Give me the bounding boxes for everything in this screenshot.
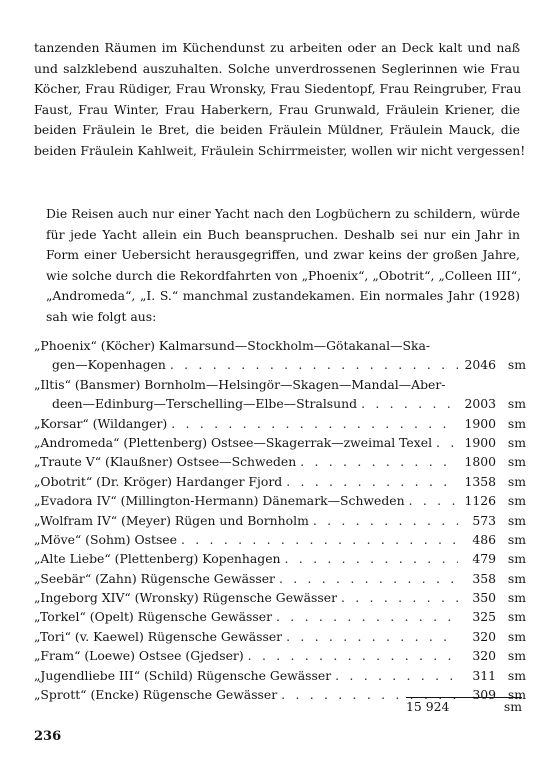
- dot-leader: [296, 452, 458, 471]
- dot-leader: [167, 414, 458, 433]
- voyage-distance: 350: [472, 590, 496, 606]
- voyage-entry: [34, 627, 526, 646]
- voyage-description: „Traute V“ (Klaußner) Ostsee—Schweden: [34, 454, 297, 470]
- voyage-unit: sm: [507, 473, 526, 489]
- voyage-distance: 311: [472, 667, 496, 683]
- voyage-description: „Iltis“ (Bansmer) Bornholm—Helsingör—Skagen—Mandal—Aber-: [34, 376, 446, 392]
- paragraph-2-line: Form einer Uebersicht herausgegriffen, und zwar keins der großen Jahre,: [46, 247, 520, 263]
- dot-leader: [244, 646, 458, 665]
- voyage-row: [34, 452, 526, 471]
- voyage-entry: [34, 433, 526, 452]
- voyage-distance: 573: [472, 512, 496, 528]
- paragraph-2-line: Die Reisen auch nur einer Yacht nach den Logbüchern zu schildern, würde: [46, 206, 520, 221]
- paragraph-2-line: wie solche durch die Rekordfahrten von „Phoenix“, „Obotrit“, „Colleen III“,: [46, 267, 522, 283]
- voyage-unit: sm: [507, 434, 526, 450]
- voyage-unit: sm: [507, 415, 526, 431]
- total-rule: [406, 697, 522, 698]
- dot-leader: [405, 491, 458, 510]
- voyage-list: [34, 336, 526, 704]
- voyage-description: „Jugendliebe III“ (Schild) Rügensche Gewässer: [34, 667, 332, 683]
- voyage-entry: [34, 472, 526, 491]
- voyage-row: [34, 336, 526, 355]
- voyage-unit: sm: [507, 590, 526, 606]
- voyage-unit: sm: [507, 609, 526, 625]
- voyage-distance: 325: [472, 609, 496, 625]
- voyage-description: „Fram“ (Loewe) Ostsee (Gjedser): [34, 648, 244, 664]
- voyage-entry: [34, 530, 526, 549]
- voyage-row: [34, 511, 526, 530]
- voyage-distance: 2046: [464, 357, 496, 373]
- voyage-distance: 1126: [464, 493, 496, 509]
- total-distance: 15 924: [406, 699, 450, 714]
- voyage-entry: [34, 549, 526, 568]
- voyage-row: [34, 433, 526, 452]
- voyage-distance: 320: [472, 628, 496, 644]
- voyage-distance: 358: [472, 570, 496, 586]
- voyage-description: „Evadora IV“ (Millington-Hermann) Dänemark—Schweden: [34, 493, 405, 509]
- voyage-distance: 1900: [464, 434, 496, 450]
- voyage-row: [34, 355, 526, 374]
- voyage-entry: [34, 414, 526, 433]
- voyage-description: „Tori“ (v. Kaewel) Rügensche Gewässer: [34, 628, 283, 644]
- voyage-entry: [34, 491, 526, 510]
- voyage-unit: sm: [507, 628, 526, 644]
- voyage-description: „Alte Liebe“ (Plettenberg) Kopenhagen: [34, 551, 281, 567]
- voyage-description: „Ingeborg XIV“ (Wronsky) Rügensche Gewässer: [34, 590, 337, 606]
- paragraph-1-line: beiden Fräulein Kahlweit, Fräulein Schirrmeister, wollen wir nicht vergessen!: [34, 142, 526, 158]
- voyage-description: „Korsar“ (Wildanger): [34, 415, 168, 431]
- voyage-unit: sm: [507, 357, 526, 373]
- voyage-entry: [34, 666, 526, 685]
- voyage-entry: [34, 336, 526, 375]
- voyage-unit: sm: [507, 454, 526, 470]
- voyage-entry: [34, 452, 526, 471]
- paragraph-1-line: Faust, Frau Winter, Frau Haberkern, Frau Grunwald, Fräulein Kriener, die: [34, 101, 520, 117]
- voyage-entry: [34, 588, 526, 607]
- paragraph-2-line: für jede Yacht allein ein Buch beanspruchen. Deshalb sei nur ein Jahr in: [46, 226, 520, 242]
- dot-leader: [282, 472, 458, 491]
- voyage-row: [34, 666, 526, 685]
- voyage-unit: sm: [507, 667, 526, 683]
- voyage-description: gen—Kopenhagen: [52, 357, 166, 373]
- dot-leader: [275, 569, 458, 588]
- voyage-distance: 320: [472, 648, 496, 664]
- voyage-row: [34, 569, 526, 588]
- voyage-description: „Obotrit“ (Dr. Kröger) Hardanger Fjord: [34, 473, 283, 489]
- voyage-unit: sm: [507, 551, 526, 567]
- voyage-row: [34, 549, 526, 568]
- dot-leader: [177, 530, 458, 549]
- dot-leader: [309, 511, 458, 530]
- voyage-distance: 486: [472, 531, 496, 547]
- voyage-description: deen—Edinburg—Terschelling—Elbe—Stralsund: [52, 396, 358, 412]
- voyage-distance: 1358: [464, 473, 496, 489]
- voyage-unit: sm: [507, 687, 526, 703]
- total-row: [406, 699, 522, 714]
- paragraph-2-line: „Andromeda“, „I. S.“ manchmal zustandekamen. Ein normales Jahr (1928): [46, 288, 520, 304]
- paragraph-2-line: sah wie folgt aus:: [46, 308, 157, 324]
- voyage-row: [34, 646, 526, 665]
- paragraph-1-line: Köcher, Frau Rüdiger, Frau Wronsky, Frau Siedentopf, Frau Reingruber, Frau: [34, 81, 522, 97]
- dot-leader: [337, 588, 458, 607]
- total-unit: sm: [503, 699, 522, 714]
- voyage-row: [34, 472, 526, 491]
- voyage-unit: sm: [507, 531, 526, 547]
- voyage-description: „Phoenix“ (Köcher) Kalmarsund—Stockholm—Götakanal—Ska-: [34, 338, 431, 353]
- voyage-distance: 479: [472, 551, 496, 567]
- voyage-entry: [34, 569, 526, 588]
- voyage-description: „Torkel“ (Opelt) Rügensche Gewässer: [34, 609, 273, 625]
- voyage-description: „Wolfram IV“ (Meyer) Rügen und Bornholm: [34, 512, 309, 528]
- voyage-row: [34, 414, 526, 433]
- paragraph-1-line: tanzenden Räumen im Küchendunst zu arbeiten oder an Deck kalt und naß: [34, 40, 520, 55]
- voyage-description: „Sprott“ (Encke) Rügensche Gewässer: [34, 687, 278, 703]
- dot-leader: [282, 627, 458, 646]
- voyage-distance: 2003: [464, 396, 496, 412]
- page-number: 236: [34, 729, 62, 744]
- voyage-row: [34, 530, 526, 549]
- voyage-unit: sm: [507, 512, 526, 528]
- voyage-unit: sm: [507, 396, 526, 412]
- paragraph-1: [34, 38, 526, 162]
- voyage-distance: 1900: [464, 415, 496, 431]
- voyage-entry: [34, 646, 526, 665]
- paragraph-1-line: beiden Fräulein le Bret, die beiden Fräulein Müldner, Fräulein Mauck, die: [34, 122, 520, 138]
- voyage-row: [34, 394, 526, 413]
- voyage-row: [34, 375, 526, 394]
- voyage-entry: [34, 511, 526, 530]
- voyage-description: „Andromeda“ (Plettenberg) Ostsee—Skagerrak—zweimal Texel: [34, 434, 433, 450]
- voyage-unit: sm: [507, 493, 526, 509]
- voyage-distance: 309: [472, 687, 496, 703]
- voyage-row: [34, 588, 526, 607]
- voyage-unit: sm: [507, 570, 526, 586]
- voyage-unit: sm: [507, 648, 526, 664]
- voyage-entry: [34, 607, 526, 626]
- dot-leader: [272, 607, 458, 626]
- voyage-description: „Seebär“ (Zahn) Rügensche Gewässer: [34, 570, 275, 586]
- paragraph-1-line: und salzklebend auszuhalten. Solche unverdrossenen Seglerinnen wie Frau: [34, 60, 520, 76]
- dot-leader: [432, 433, 458, 452]
- voyage-row: [34, 607, 526, 626]
- paragraph-2: [34, 204, 520, 328]
- voyage-description: „Möve“ (Sohm) Ostsee: [34, 531, 177, 547]
- dot-leader: [281, 549, 458, 568]
- dot-leader: [166, 355, 458, 374]
- voyage-row: [34, 491, 526, 510]
- dot-leader: [331, 666, 458, 685]
- dot-leader: [357, 394, 458, 413]
- voyage-distance: 1800: [464, 454, 496, 470]
- voyage-row: [34, 627, 526, 646]
- voyage-entry: [34, 375, 526, 414]
